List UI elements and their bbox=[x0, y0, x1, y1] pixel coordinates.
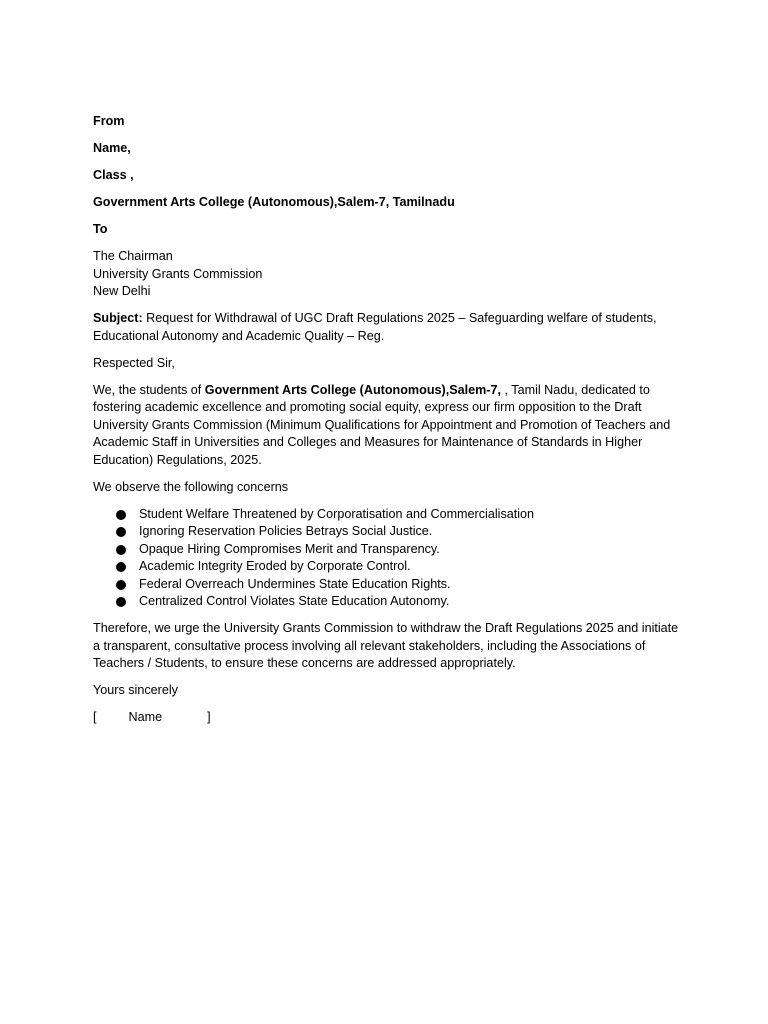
sender-name: Name, bbox=[93, 141, 131, 155]
bullet-icon bbox=[116, 545, 126, 555]
bullet-icon bbox=[116, 527, 126, 537]
conclusion-paragraph: Therefore, we urge the University Grants Commission to withdraw the Draft Regulations 2025 and initiate a transparent, consultative process involving all relevant stakeholders, including the Associations of Teachers / Students, to ensure these concerns are addressed appropriately. bbox=[93, 621, 679, 670]
signature-name: Name bbox=[128, 710, 163, 724]
subject-label: Subject: bbox=[93, 311, 143, 325]
concern-text: Opaque Hiring Compromises Merit and Transparency. bbox=[139, 541, 440, 556]
sender-college: Government Arts College (Autonomous),Salem-7, Tamilnadu bbox=[93, 195, 455, 209]
closing: Yours sincerely bbox=[93, 683, 178, 697]
concern-text: Academic Integrity Eroded by Corporate Control. bbox=[139, 559, 411, 573]
subject-text: Request for Withdrawal of UGC Draft Regulations 2025 – Safeguarding welfare of students, Educational Autonomy and Academic Quality – Reg. bbox=[93, 311, 657, 343]
intro-paragraph bbox=[93, 382, 683, 470]
intro-suffix: , Tamil Nadu, dedicated to fostering academic excellence and promoting social equity, express our firm opposition to the Draft University Grants Commission (Minimum Qualifications for Appointment and Promotion of Teachers and Academic Staff in Universities and Colleges and Measures for Maintenance of Standards in Higher Education) Regulations, 2025. bbox=[93, 382, 671, 467]
to-label: To bbox=[93, 222, 108, 236]
bullet-icon bbox=[116, 580, 126, 590]
concerns-list bbox=[93, 506, 683, 611]
concerns-intro: We observe the following concerns bbox=[93, 479, 289, 494]
bullet-icon bbox=[116, 562, 126, 572]
signature-open-bracket: [ bbox=[93, 710, 97, 724]
intro-prefix: We, the students of bbox=[93, 382, 205, 397]
list-item bbox=[93, 523, 683, 541]
concern-text: Federal Overreach Undermines State Education Rights. bbox=[139, 576, 451, 591]
concern-text: Ignoring Reservation Policies Betrays Social Justice. bbox=[139, 524, 433, 538]
signature-close-bracket: ] bbox=[207, 710, 211, 724]
recipient-title: The Chairman bbox=[93, 249, 173, 263]
recipient-organization: University Grants Commission bbox=[93, 266, 263, 281]
recipient-address bbox=[93, 248, 683, 301]
list-item bbox=[93, 541, 683, 559]
salutation: Respected Sir, bbox=[93, 355, 175, 370]
letter-page bbox=[93, 113, 683, 727]
subject-line bbox=[93, 310, 683, 345]
list-item bbox=[93, 506, 683, 524]
bullet-icon bbox=[116, 510, 126, 520]
from-label: From bbox=[93, 114, 125, 128]
concern-text: Centralized Control Violates State Education Autonomy. bbox=[139, 594, 450, 608]
list-item bbox=[93, 558, 683, 576]
sender-class: Class , bbox=[93, 168, 134, 182]
recipient-city: New Delhi bbox=[93, 284, 151, 298]
list-item bbox=[93, 576, 683, 594]
bullet-icon bbox=[116, 597, 126, 607]
intro-college: Government Arts College (Autonomous),Salem-7, bbox=[204, 382, 502, 397]
concern-text: Student Welfare Threatened by Corporatisation and Commercialisation bbox=[139, 506, 535, 521]
list-item bbox=[93, 593, 683, 611]
signature-line bbox=[93, 709, 683, 727]
